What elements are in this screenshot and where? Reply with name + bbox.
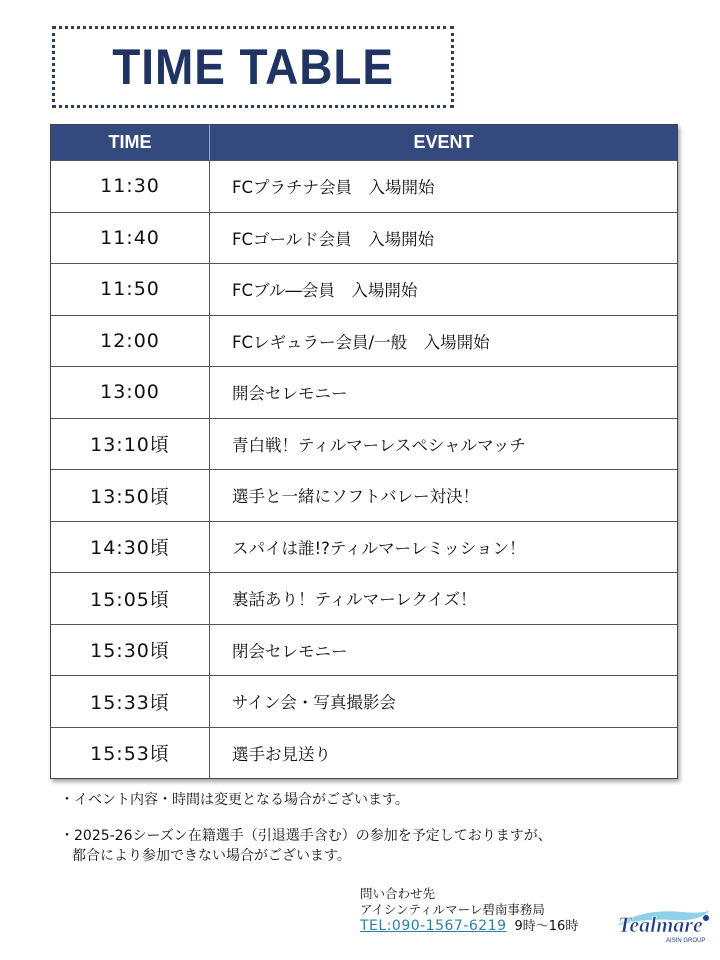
row-event: 青白戦！ティルマーレスペシャルマッチ <box>232 435 526 455</box>
row-time: 11:30 <box>51 161 210 212</box>
row-time: 13:10頃 <box>51 419 210 470</box>
table-row <box>51 727 677 779</box>
row-time: 15:05頃 <box>51 573 210 624</box>
timetable <box>50 124 678 779</box>
table-header <box>51 125 677 160</box>
row-time: 11:50 <box>51 264 210 315</box>
row-time: 13:50頃 <box>51 470 210 521</box>
table-row <box>51 418 677 470</box>
row-time: 11:40 <box>51 213 210 264</box>
contact-office: アイシンティルマーレ碧南事務局 <box>360 902 545 917</box>
row-event: FCレギュラー会員/一般 入場開始 <box>232 332 490 352</box>
tealmare-logo <box>612 904 714 946</box>
row-time: 13:00 <box>51 367 210 418</box>
table-row <box>51 572 677 624</box>
row-event: FCゴールド会員 入場開始 <box>232 229 435 249</box>
table-row <box>51 469 677 521</box>
table-row <box>51 160 677 212</box>
row-event: 選手と一緒にソフトバレー対決！ <box>232 487 480 507</box>
table-row <box>51 263 677 315</box>
row-event: FCブル―会員 入場開始 <box>232 281 418 301</box>
svg-text:Tealmare: Tealmare <box>618 912 703 937</box>
row-time: 15:33頃 <box>51 676 210 727</box>
contact-tel-link[interactable]: TEL:090-1567-6219 <box>360 918 507 934</box>
row-event: 選手お見送り <box>232 744 331 764</box>
row-event: サイン会・写真撮影会 <box>232 693 396 713</box>
table-row <box>51 624 677 676</box>
note-players-line1: ・2025-26シーズン在籍選手（引退選手含む）の参加を予定しておりますが、 <box>60 828 552 844</box>
row-event: FCプラチナ会員 入場開始 <box>232 178 435 198</box>
row-event: 閉会セレモニー <box>232 641 348 661</box>
row-event: 開会セレモニー <box>232 384 348 404</box>
header-event: EVENT <box>413 132 474 152</box>
page-title: TIME TABLE <box>112 39 394 95</box>
contact-hours: 9時～16時 <box>514 919 579 934</box>
row-time: 15:53頃 <box>51 728 210 779</box>
note-change-notice: ・イベント内容・時間は変更となる場合がございます。 <box>60 792 409 808</box>
table-row <box>51 212 677 264</box>
table-row <box>51 521 677 573</box>
note-players-line2: 都合により参加できない場合がございます。 <box>72 848 351 864</box>
svg-text:AISIN GROUP: AISIN GROUP <box>666 938 706 944</box>
row-event: 裏話あり！ティルマーレクイズ！ <box>232 590 477 610</box>
contact-block <box>360 886 578 935</box>
contact-label: 問い合わせ先 <box>360 886 436 901</box>
title-box <box>52 26 454 108</box>
row-time: 14:30頃 <box>51 522 210 573</box>
row-event: スパイは誰!?ティルマーレミッション！ <box>232 538 526 558</box>
note-players-notice <box>60 826 552 866</box>
table-row <box>51 366 677 418</box>
row-time: 15:30頃 <box>51 625 210 676</box>
table-row <box>51 675 677 727</box>
table-row <box>51 315 677 367</box>
row-time: 12:00 <box>51 316 210 367</box>
header-time: TIME <box>51 125 210 160</box>
